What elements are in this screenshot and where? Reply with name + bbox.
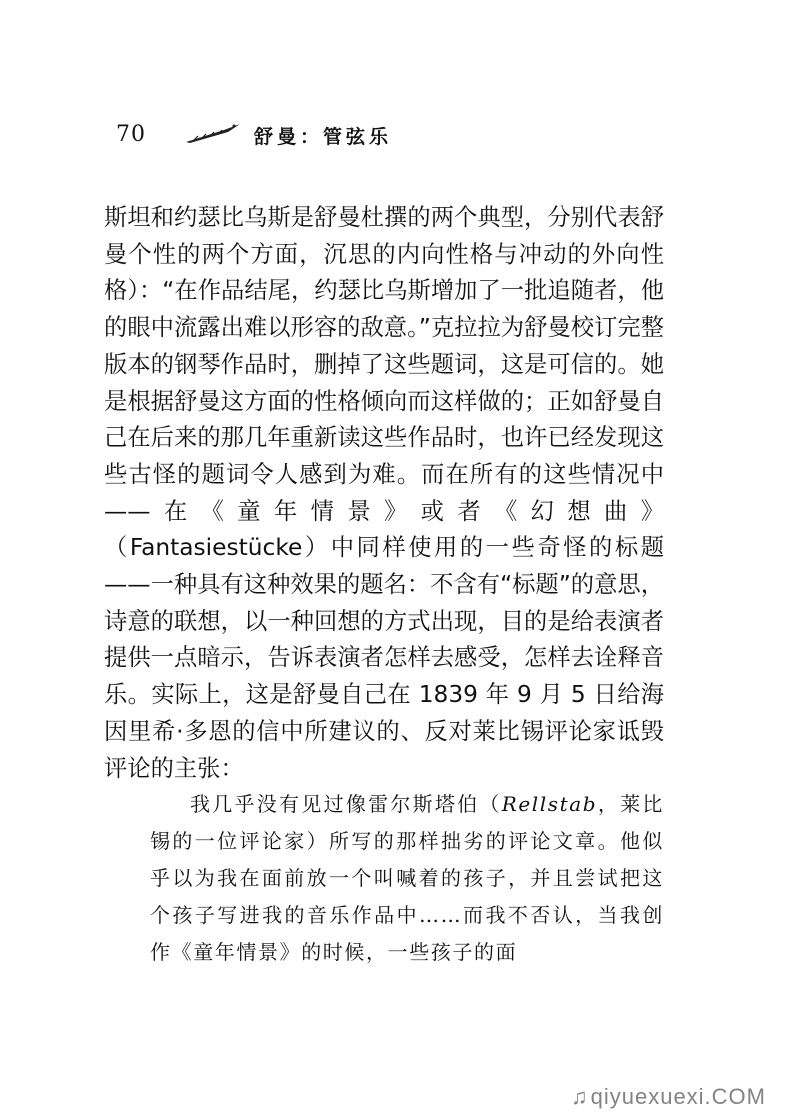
body-paragraph: 斯坦和约瑟比乌斯是舒曼杜撰的两个典型，分别代表舒曼个性的两个方面，沉思的内向性格与冲动的外向性格）：“在作品结尾，约瑟比乌斯增加了一批追随者，他的眼中流露出难以形容的敌意。”克拉拉为舒曼校订完整版本的钢琴作品时，删掉了这些题词，这是可信的。她是根据舒曼这方面的性格倾向而这样做的；正如舒曼自己在后来的那几年重新读这些作品时，也许已经发现这些古怪的题词令人感到为难。而在所有的这些情况中——在《童年情景》或者《幻想曲》（Fantasiestücke）中同样使用的一些奇怪的标题——一种具有这种效果的题名：不含有“标题”的意思，诗意的联想，以一种回想的方式出现，目的是给表演者提供一点暗示，告诉表演者怎样去感受，怎样去诠释音乐。实际上，这是舒曼自己在 1839 年 9 月 5 日给海因里希·多恩的信中所建议的、反对莱比锡评论家诋毁评论的主张： bbox=[104, 204, 664, 782]
page-header bbox=[0, 0, 794, 170]
block-quote bbox=[150, 786, 664, 971]
quote-text-end: ，莱比锡的一位评论家）所写的那样拙劣的评论文章。他似乎以为我在面前放一个叫喊着的孩子，并且尝试把这个孩子写进我的音乐作品中……而我不否认，当我创作《童年情景》的时候，一些孩子的面 bbox=[150, 792, 664, 964]
quill-ornament-icon bbox=[184, 122, 242, 150]
running-title: 舒曼：管弦乐 bbox=[254, 126, 393, 148]
watermark-text: qiyuexuexi.COM bbox=[590, 1084, 766, 1109]
page-number: 70 bbox=[116, 122, 146, 147]
watermark bbox=[571, 1084, 766, 1110]
quote-italic-name: Rellstab bbox=[501, 792, 598, 816]
music-note-icon: ♫ bbox=[571, 1084, 589, 1109]
quote-text-start: 我几乎没有见过像雷尔斯塔伯（ bbox=[190, 792, 502, 816]
